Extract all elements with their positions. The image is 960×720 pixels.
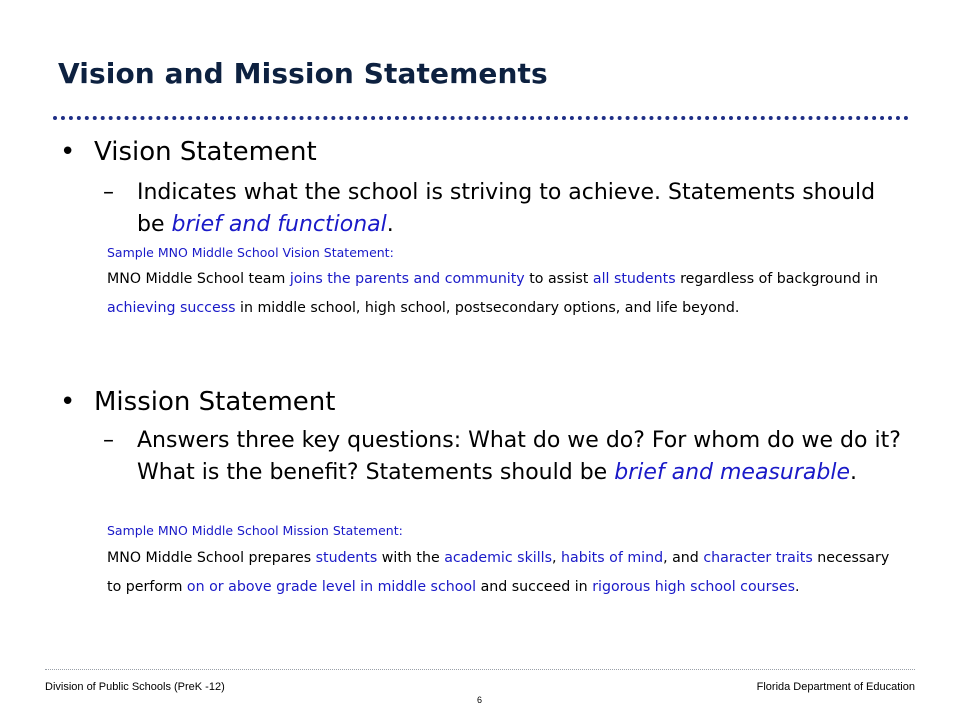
footer-division: Division of Public Schools (PreK -12) [45, 681, 225, 693]
text-segment: in middle school, high school, postsecondary options, and life beyond. [235, 299, 740, 316]
slide-title: Vision and Mission Statements [58, 57, 548, 90]
text-segment: MNO Middle School team [107, 271, 290, 287]
bullet-dot-icon: • [60, 137, 76, 167]
highlighted-phrase: academic skills [444, 550, 553, 566]
highlighted-phrase: character traits [703, 550, 813, 566]
text-segment: with the [377, 550, 445, 566]
footer-organization: Florida Department of Education [756, 681, 915, 693]
mission-desc-emphasis: brief and measurable [614, 460, 850, 485]
highlighted-phrase: on or above grade level in middle school [186, 578, 477, 595]
text-segment: and succeed in [476, 578, 593, 595]
page-number: 6 [477, 695, 483, 705]
highlighted-phrase: achieving success [107, 299, 236, 316]
text-segment: regardless of background in [675, 271, 879, 287]
mission-desc-text: Answers three key questions: What do we do? For whom do we do it? What is the benefit? Statements should be [137, 428, 901, 485]
text-segment: to assist [524, 271, 593, 287]
dash-icon: – [103, 428, 114, 453]
bullet-dot-icon: • [60, 387, 76, 417]
mission-desc-end: . [849, 460, 857, 485]
title-divider [53, 116, 909, 120]
text-segment: necessary to perform [107, 550, 890, 595]
mission-sample-text [107, 544, 907, 601]
mission-heading: Mission Statement [94, 387, 336, 417]
footer-divider [45, 669, 915, 670]
vision-desc-text: Indicates what the school is striving to achieve. Statements should be [137, 180, 876, 237]
highlighted-phrase: all students [592, 271, 676, 287]
highlighted-phrase: rigorous high school courses [592, 578, 795, 595]
vision-description [103, 177, 903, 241]
vision-sample-text [107, 265, 907, 322]
text-segment: , and [663, 550, 704, 566]
mission-description [103, 425, 903, 489]
text-segment: , [552, 550, 562, 566]
highlighted-phrase: joins the parents and community [289, 271, 525, 287]
mission-sample-label: Sample MNO Middle School Mission Statement: [107, 523, 403, 538]
highlighted-phrase: students [315, 550, 378, 566]
vision-desc-end: . [386, 212, 394, 237]
dash-icon: – [103, 180, 114, 205]
vision-desc-emphasis: brief and functional [171, 212, 387, 237]
vision-heading: Vision Statement [94, 137, 317, 167]
highlighted-phrase: habits of mind [561, 550, 664, 566]
vision-sample-label: Sample MNO Middle School Vision Statement: [107, 245, 394, 260]
text-segment: . [795, 578, 800, 595]
text-segment: MNO Middle School prepares [107, 550, 316, 566]
